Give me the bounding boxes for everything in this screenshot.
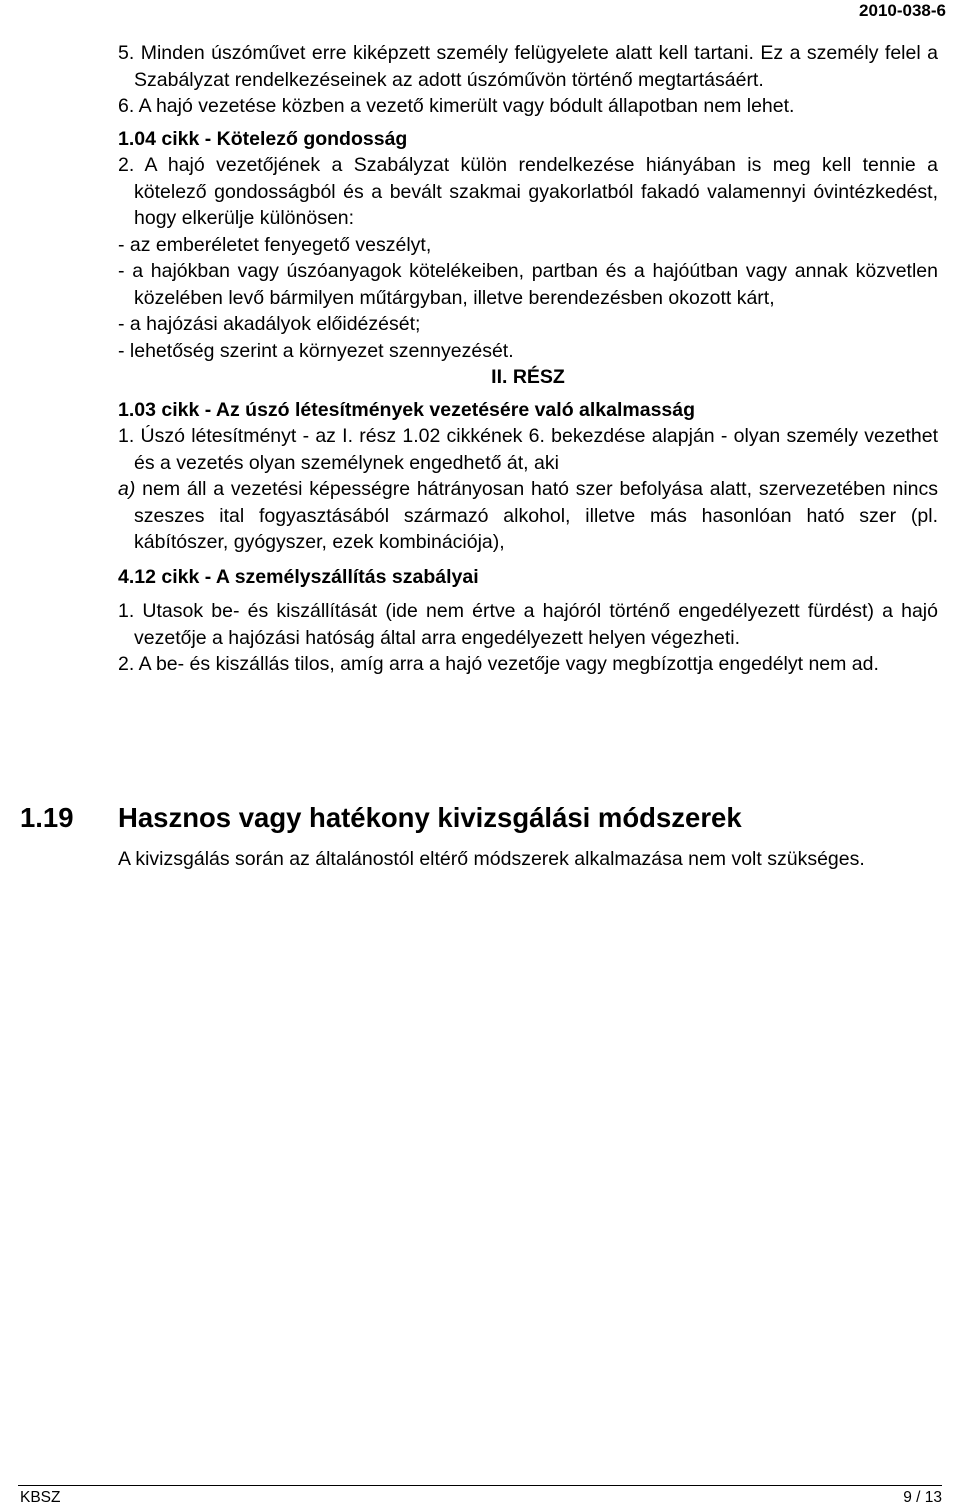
- footer-org: KBSZ: [20, 1489, 61, 1506]
- section-1-19: [20, 800, 940, 873]
- section-title: Hasznos vagy hatékony kivizsgálási módszerek: [118, 802, 742, 833]
- dash-item-4: - lehetőség szerint a környezet szennyezését.: [118, 339, 514, 362]
- paragraph-2: 2. A hajó vezetőjének a Szabályzat külön rendelkezése hiányában is meg kell tennie a kötelező gondosságból és a bevált szakmai gyakorlatból fakadó valamennyi óvintézkedést, hogy elkerülje különösen:: [118, 154, 938, 229]
- section-text: A kivizsgálás során az általánostól eltérő módszerek alkalmazása nem volt szükséges.: [118, 848, 865, 870]
- section-number: 1.19: [20, 802, 74, 833]
- document-id: 2010-038-6: [859, 1, 946, 20]
- item-text-a: nem áll a vezetési képességre hátrányosan ható szer befolyása alatt, szervezetében nincs szeszes ital fogyasztásából származó alkohol, illetve más hasonlóan ható szer (pl. kábítószer, gyógyszer, ezek kombinációja),: [134, 478, 938, 553]
- paragraph-6: 6. A hajó vezetése közben a vezető kimerült vagy bódult állapotban nem lehet.: [118, 95, 795, 117]
- article-heading-1-04: 1.04 cikk - Kötelező gondosság: [118, 127, 408, 150]
- paragraph-1: 1. Úszó létesítményt - az I. rész 1.02 cikkének 6. bekezdése alapján - olyan személy vezethet és a vezetés olyan személynek engedhető át, aki: [118, 425, 938, 474]
- paragraph-q1: 1. Utasok be- és kiszállítását (ide nem értve a hajóról történő engedélyezett fürdést) a hajó vezetője a hajózási hatóság által arra engedélyezett helyen végezheti.: [118, 600, 938, 649]
- item-label-a: a): [118, 478, 136, 500]
- paragraph-5: 5. Minden úszóművet erre kiképzett személy felügyelete alatt kell tartani. Ez a személy felel a Szabályzat rendelkezéseinek az adott úszóművön történő megtartásáért.: [118, 42, 938, 91]
- dash-item-1: - az emberéletet fenyegető veszélyt,: [118, 233, 432, 256]
- page-number: 9 / 13: [903, 1489, 942, 1506]
- section-heading: [20, 800, 940, 836]
- paragraph-a: [118, 476, 938, 556]
- footer-divider: [18, 1485, 942, 1486]
- article-heading-4-12: 4.12 cikk - A személyszállítás szabályai: [118, 565, 479, 588]
- part-heading: II. RÉSZ: [491, 366, 565, 388]
- article-heading-1-03: 1.03 cikk - Az úszó létesítmények vezetésére való alkalmasság: [118, 398, 696, 421]
- paragraph-q2: 2. A be- és kiszállás tilos, amíg arra a hajó vezetője vagy megbízottja engedélyt nem ad.: [118, 653, 879, 675]
- dash-item-2: - a hajókban vagy úszóanyagok kötelékeiben, partban és a hajóútban vagy annak közvetlen közelében levő bármilyen műtárgyban, illetve berendezésben okozott kárt,: [118, 260, 938, 309]
- dash-item-3: - a hajózási akadályok előidézését;: [118, 313, 421, 335]
- document-body: [118, 40, 938, 678]
